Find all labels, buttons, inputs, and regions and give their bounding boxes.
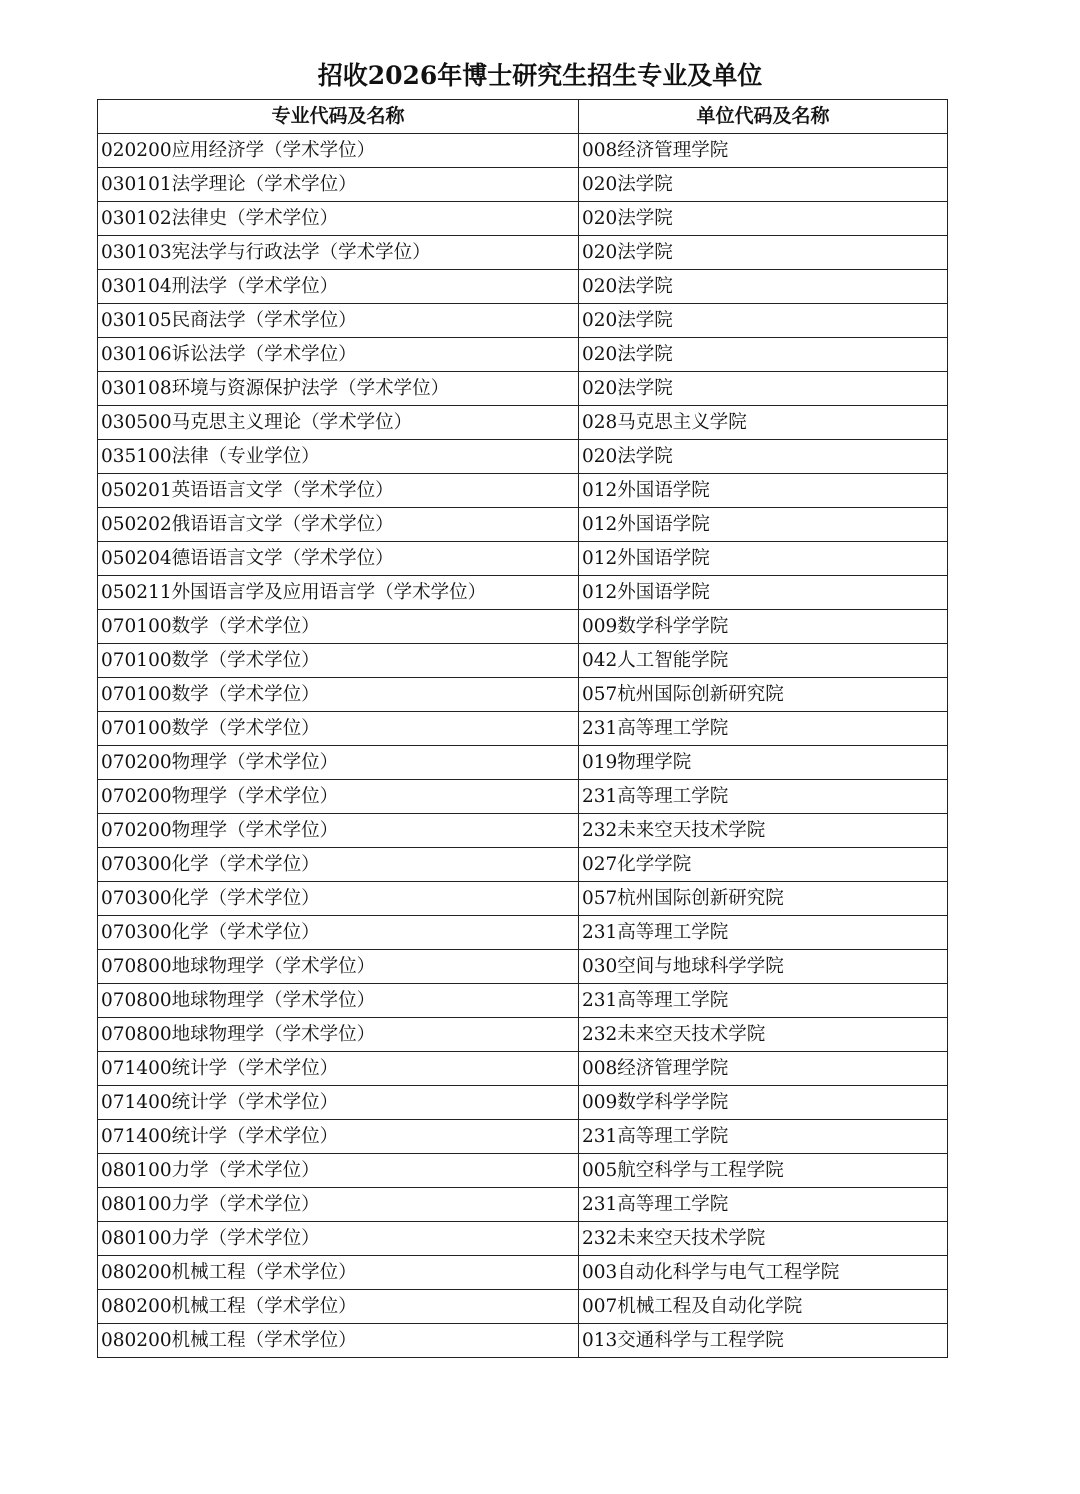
header-major: 专业代码及名称 — [98, 100, 579, 134]
unit-cell: 232未来空天技术学院 — [579, 1222, 948, 1256]
major-cell: 080200机械工程（学术学位） — [98, 1256, 579, 1290]
table-row — [98, 916, 948, 950]
unit-cell: 020法学院 — [579, 270, 948, 304]
major-cell: 080200机械工程（学术学位） — [98, 1324, 579, 1358]
unit-cell: 003自动化科学与电气工程学院 — [579, 1256, 948, 1290]
major-cell: 070800地球物理学（学术学位） — [98, 950, 579, 984]
major-cell: 030103宪法学与行政法学（学术学位） — [98, 236, 579, 270]
program-table — [97, 99, 948, 1358]
unit-cell: 019物理学院 — [579, 746, 948, 780]
table-row — [98, 1324, 948, 1358]
major-cell: 050204德语语言文学（学术学位） — [98, 542, 579, 576]
major-cell: 070200物理学（学术学位） — [98, 814, 579, 848]
unit-cell: 005航空科学与工程学院 — [579, 1154, 948, 1188]
table-row — [98, 1052, 948, 1086]
table-row — [98, 780, 948, 814]
major-cell: 070100数学（学术学位） — [98, 678, 579, 712]
unit-cell: 231高等理工学院 — [579, 1120, 948, 1154]
major-cell: 020200应用经济学（学术学位） — [98, 134, 579, 168]
unit-cell: 020法学院 — [579, 440, 948, 474]
major-cell: 070200物理学（学术学位） — [98, 746, 579, 780]
table-row — [98, 644, 948, 678]
table-row — [98, 508, 948, 542]
major-cell: 030105民商法学（学术学位） — [98, 304, 579, 338]
table-row — [98, 1290, 948, 1324]
unit-cell: 057杭州国际创新研究院 — [579, 882, 948, 916]
unit-cell: 009数学科学学院 — [579, 610, 948, 644]
unit-cell: 232未来空天技术学院 — [579, 814, 948, 848]
unit-cell: 020法学院 — [579, 236, 948, 270]
table-row — [98, 814, 948, 848]
table-row — [98, 474, 948, 508]
unit-cell: 231高等理工学院 — [579, 984, 948, 1018]
table-row — [98, 372, 948, 406]
unit-cell: 020法学院 — [579, 372, 948, 406]
major-cell: 030101法学理论（学术学位） — [98, 168, 579, 202]
table-row — [98, 304, 948, 338]
major-cell: 050202俄语语言文学（学术学位） — [98, 508, 579, 542]
table-row — [98, 984, 948, 1018]
table-row — [98, 1256, 948, 1290]
table-row — [98, 848, 948, 882]
table-row — [98, 406, 948, 440]
unit-cell: 012外国语学院 — [579, 474, 948, 508]
table-row — [98, 338, 948, 372]
major-cell: 050201英语语言文学（学术学位） — [98, 474, 579, 508]
major-cell: 071400统计学（学术学位） — [98, 1052, 579, 1086]
major-cell: 070800地球物理学（学术学位） — [98, 1018, 579, 1052]
major-cell: 030102法律史（学术学位） — [98, 202, 579, 236]
table-row — [98, 270, 948, 304]
unit-cell: 008经济管理学院 — [579, 134, 948, 168]
header-unit: 单位代码及名称 — [579, 100, 948, 134]
unit-cell: 030空间与地球科学学院 — [579, 950, 948, 984]
major-cell: 070300化学（学术学位） — [98, 848, 579, 882]
unit-cell: 020法学院 — [579, 168, 948, 202]
unit-cell: 013交通科学与工程学院 — [579, 1324, 948, 1358]
table-row — [98, 746, 948, 780]
major-cell: 080100力学（学术学位） — [98, 1154, 579, 1188]
unit-cell: 009数学科学学院 — [579, 1086, 948, 1120]
table-body — [98, 134, 948, 1358]
unit-cell: 007机械工程及自动化学院 — [579, 1290, 948, 1324]
major-cell: 070800地球物理学（学术学位） — [98, 984, 579, 1018]
major-cell: 030106诉讼法学（学术学位） — [98, 338, 579, 372]
table-row — [98, 236, 948, 270]
unit-cell: 042人工智能学院 — [579, 644, 948, 678]
table-row — [98, 440, 948, 474]
table-row — [98, 1120, 948, 1154]
table-row — [98, 610, 948, 644]
unit-cell: 232未来空天技术学院 — [579, 1018, 948, 1052]
unit-cell: 231高等理工学院 — [579, 916, 948, 950]
major-cell: 030108环境与资源保护法学（学术学位） — [98, 372, 579, 406]
major-cell: 030104刑法学（学术学位） — [98, 270, 579, 304]
unit-cell: 012外国语学院 — [579, 508, 948, 542]
major-cell: 070200物理学（学术学位） — [98, 780, 579, 814]
table-row — [98, 712, 948, 746]
major-cell: 070100数学（学术学位） — [98, 712, 579, 746]
table-row — [98, 1222, 948, 1256]
table-row — [98, 576, 948, 610]
table-header-row — [98, 100, 948, 134]
document-title: 招收2026年博士研究生招生专业及单位 — [317, 61, 763, 90]
table-row — [98, 542, 948, 576]
major-cell: 071400统计学（学术学位） — [98, 1120, 579, 1154]
unit-cell: 020法学院 — [579, 338, 948, 372]
major-cell: 070100数学（学术学位） — [98, 644, 579, 678]
table-row — [98, 1018, 948, 1052]
unit-cell: 012外国语学院 — [579, 542, 948, 576]
unit-cell: 020法学院 — [579, 304, 948, 338]
major-cell: 030500马克思主义理论（学术学位） — [98, 406, 579, 440]
unit-cell: 027化学学院 — [579, 848, 948, 882]
unit-cell: 231高等理工学院 — [579, 780, 948, 814]
table-row — [98, 1154, 948, 1188]
table-row — [98, 134, 948, 168]
unit-cell: 012外国语学院 — [579, 576, 948, 610]
major-cell: 080200机械工程（学术学位） — [98, 1290, 579, 1324]
table-row — [98, 950, 948, 984]
unit-cell: 231高等理工学院 — [579, 1188, 948, 1222]
unit-cell: 028马克思主义学院 — [579, 406, 948, 440]
table-row — [98, 882, 948, 916]
major-cell: 070300化学（学术学位） — [98, 916, 579, 950]
table-row — [98, 168, 948, 202]
unit-cell: 020法学院 — [579, 202, 948, 236]
unit-cell: 008经济管理学院 — [579, 1052, 948, 1086]
table-row — [98, 1188, 948, 1222]
major-cell: 070100数学（学术学位） — [98, 610, 579, 644]
table-row — [98, 1086, 948, 1120]
major-cell: 035100法律（专业学位） — [98, 440, 579, 474]
major-cell: 080100力学（学术学位） — [98, 1222, 579, 1256]
table-row — [98, 202, 948, 236]
unit-cell: 057杭州国际创新研究院 — [579, 678, 948, 712]
unit-cell: 231高等理工学院 — [579, 712, 948, 746]
major-cell: 080100力学（学术学位） — [98, 1188, 579, 1222]
major-cell: 070300化学（学术学位） — [98, 882, 579, 916]
table-row — [98, 678, 948, 712]
major-cell: 050211外国语言学及应用语言学（学术学位） — [98, 576, 579, 610]
major-cell: 071400统计学（学术学位） — [98, 1086, 579, 1120]
